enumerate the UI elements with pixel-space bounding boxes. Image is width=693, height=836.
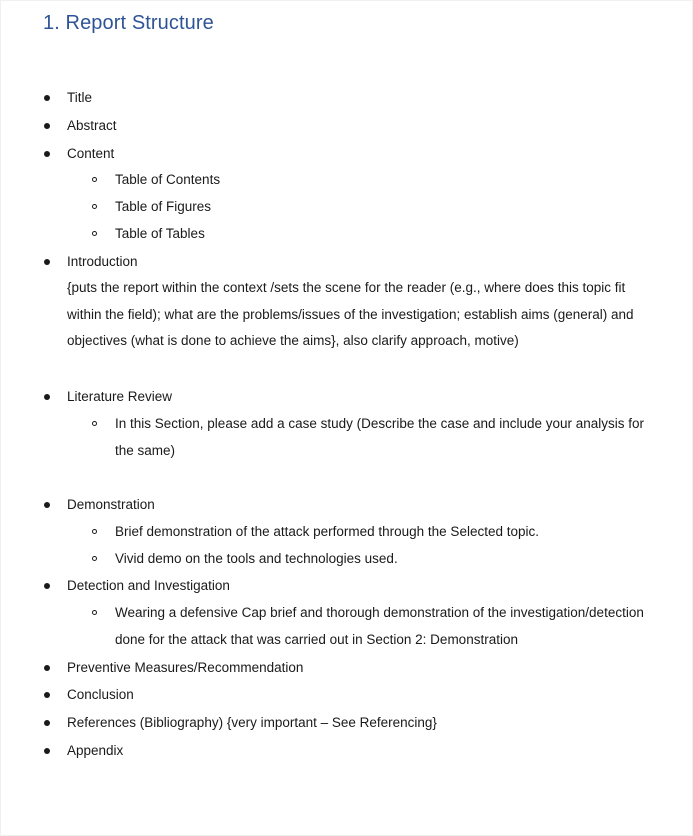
sub-bullet-icon: [92, 231, 97, 236]
sub-bullet-icon: [92, 529, 97, 534]
list-item-detection: Detection and Investigation: [67, 578, 230, 593]
bullet-icon: [44, 95, 50, 101]
list-item-conclusion: Conclusion: [67, 687, 134, 702]
list-item-abstract: Abstract: [67, 118, 117, 133]
bullet-icon: [44, 748, 50, 754]
list-item-preventive: Preventive Measures/Recommendation: [67, 660, 304, 675]
sub-bullet-icon: [92, 610, 97, 615]
bullet-icon: [44, 665, 50, 671]
bullet-icon: [44, 259, 50, 265]
section-heading: 1. Report Structure: [43, 12, 214, 34]
bullet-icon: [44, 394, 50, 400]
bullet-icon: [44, 720, 50, 726]
sub-bullet-icon: [92, 421, 97, 426]
bullet-icon: [44, 583, 50, 589]
sublist-item-tof: Table of Figures: [115, 199, 212, 214]
list-item-demonstration: Demonstration: [67, 497, 155, 512]
bullet-icon: [44, 692, 50, 698]
sublist-item-demo-brief: Brief demonstration of the attack performed through the Selected topic.: [115, 524, 539, 539]
sublist-item-case-study: In this Section, please add a case study (Describe the case and include your analysis for: [115, 416, 645, 431]
intro-paragraph-line: {puts the report within the context /sets the scene for the reader (e.g., where does this topic fit: [67, 280, 626, 295]
list-item-title: Title: [67, 90, 93, 105]
bullet-icon: [44, 502, 50, 508]
sub-bullet-icon: [92, 556, 97, 561]
intro-paragraph-line: within the field); what are the problems/issues of the investigation; establish aims (general) and: [67, 307, 634, 322]
sublist-item-defensive-cap: Wearing a defensive Cap brief and thorough demonstration of the investigation/detection: [115, 605, 644, 620]
sublist-item-case-study-cont: the same): [115, 443, 176, 458]
list-item-appendix: Appendix: [67, 743, 124, 758]
sublist-item-tot: Table of Tables: [115, 226, 205, 241]
list-item-content: Content: [67, 146, 115, 161]
sublist-item-toc: Table of Contents: [115, 172, 221, 187]
sub-bullet-icon: [92, 177, 97, 182]
bullet-icon: [44, 151, 50, 157]
bullet-icon: [44, 123, 50, 129]
sublist-item-defensive-cap-cont: done for the attack that was carried out in Section 2: Demonstration: [115, 632, 518, 647]
sub-bullet-icon: [92, 204, 97, 209]
list-item-references: References (Bibliography) {very important – See Referencing}: [67, 715, 437, 730]
sublist-item-demo-tools: Vivid demo on the tools and technologies used.: [115, 551, 398, 566]
list-item-introduction: Introduction: [67, 254, 138, 269]
intro-paragraph-line: objectives (what is done to achieve the aims}, also clarify approach, motive): [67, 333, 519, 348]
list-item-literature-review: Literature Review: [67, 389, 173, 404]
